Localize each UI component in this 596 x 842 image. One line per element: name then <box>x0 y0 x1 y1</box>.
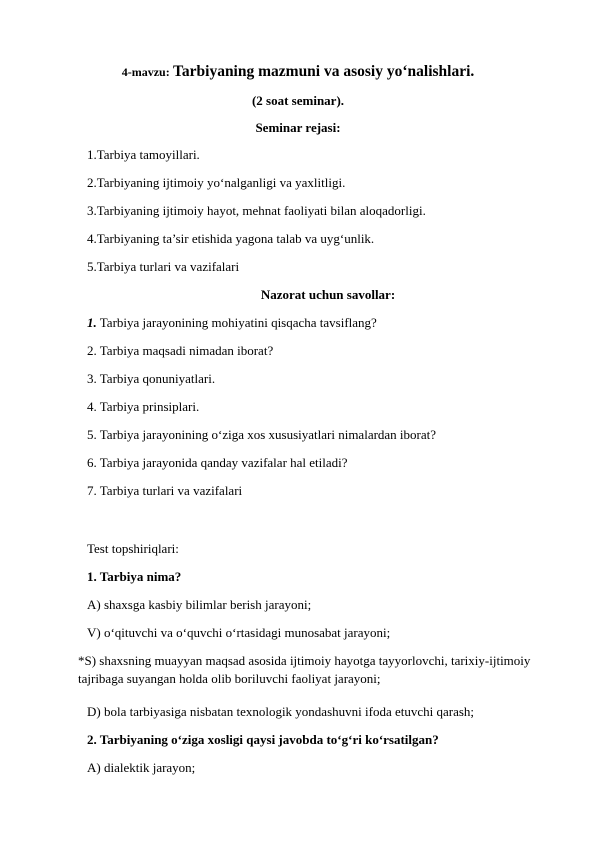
plan-item: 1.Tarbiya tamoyillari. <box>87 147 200 162</box>
control-question: 5. Tarbiya jarayonining o‘ziga xos xususiyatlari nimalardan iborat? <box>87 427 437 442</box>
title-prefix: 4-mavzu: <box>121 65 170 79</box>
plan-item: 3.Tarbiyaning ijtimoiy hayot, mehnat faoliyati bilan aloqadorligi. <box>87 203 426 218</box>
page-title <box>0 62 596 82</box>
plan-item: 2.Tarbiyaning ijtimoiy yo‘nalganligi va yaxlitligi. <box>87 175 346 190</box>
plan-item: 4.Tarbiyaning ta’sir etishida yagona talab va uyg‘unlik. <box>87 231 375 246</box>
title-main: Tarbiyaning mazmuni va asosiy yo‘nalishlari. <box>172 63 475 80</box>
test-option: D) bola tarbiyasiga nisbatan texnologik yondashuvni ifoda etuvchi qarash; <box>87 704 475 719</box>
control-heading: Nazorat uchun savollar: <box>260 287 396 302</box>
control-question: 2. Tarbiya maqsadi nimadan iborat? <box>87 343 274 358</box>
control-question: 4. Tarbiya prinsiplari. <box>87 399 200 414</box>
test-option: V) o‘qituvchi va o‘quvchi o‘rtasidagi munosabat jarayoni; <box>87 625 391 640</box>
control-question: 7. Tarbiya turlari va vazifalari <box>87 483 243 498</box>
test-option-correct: *S) shaxsning muayyan maqsad asosida ijtimoiy hayotga tayyorlovchi, tarixiy-ijtimoiy tajribaga suyangan holda olib boriluvchi faoliyat jarayoni; <box>78 653 531 686</box>
control-question <box>87 315 526 331</box>
plan-heading: Seminar rejasi: <box>255 120 341 135</box>
subtitle: (2 soat seminar). <box>251 93 345 108</box>
tests-heading: Test topshiriqlari: <box>87 541 179 556</box>
test-question: 1. Tarbiya nima? <box>87 569 182 584</box>
control-question: 6. Tarbiya jarayonida qanday vazifalar hal etiladi? <box>87 455 348 470</box>
control-question-number: 1. <box>87 315 97 330</box>
plan-item: 5.Tarbiya turlari va vazifalari <box>87 259 240 274</box>
test-option: A) shaxsga kasbiy bilimlar berish jarayoni; <box>87 597 312 612</box>
test-question: 2. Tarbiyaning o‘ziga xosligi qaysi javobda to‘g‘ri ko‘rsatilgan? <box>87 732 439 747</box>
test-option: A) dialektik jarayon; <box>87 760 196 775</box>
control-question-text: Tarbiya jarayonining mohiyatini qisqacha tavsiflang? <box>96 315 377 330</box>
control-question: 3. Tarbiya qonuniyatlari. <box>87 371 216 386</box>
